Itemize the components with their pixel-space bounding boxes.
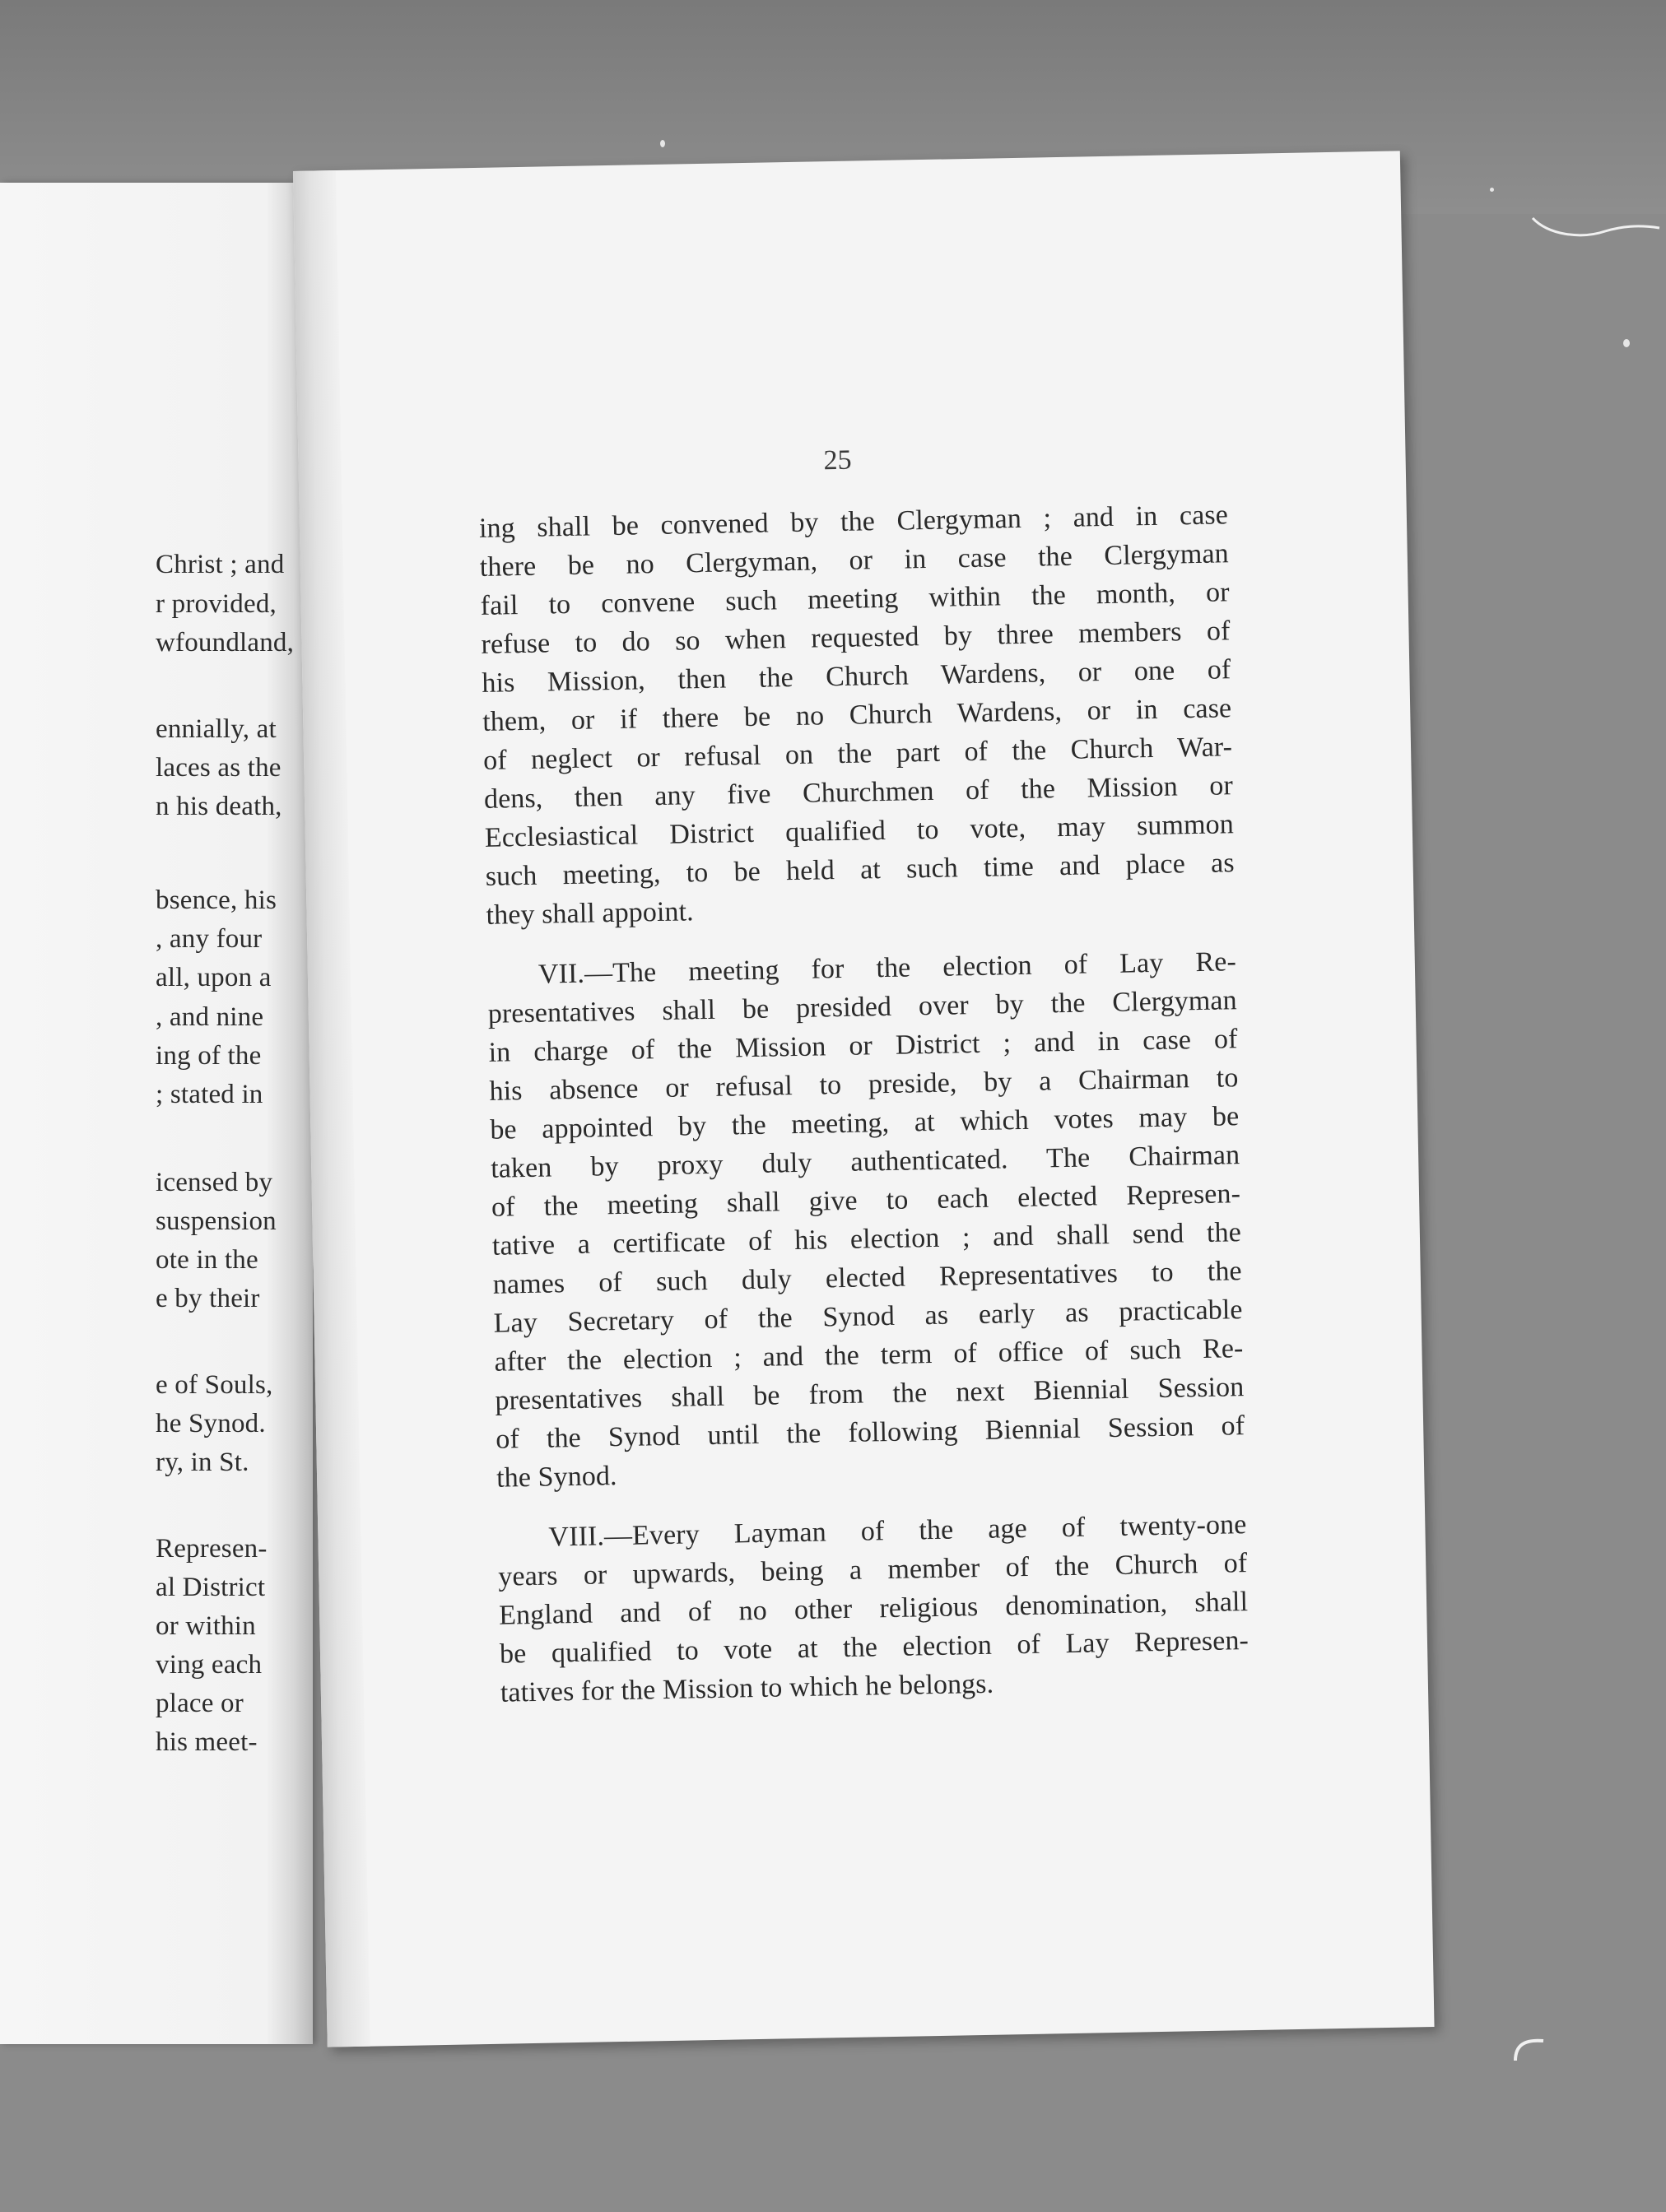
left-page-line: e by their: [156, 1284, 260, 1313]
left-page-line: bsence, his: [156, 885, 277, 915]
body-text-line: Lay Secretary of the Synod as early as practicable: [493, 1294, 1243, 1339]
body-text-line: there be no Clergyman, or in case the Clergyman: [479, 538, 1230, 583]
left-page-line: icensed by: [156, 1168, 273, 1197]
left-page-line: n his death,: [156, 792, 282, 821]
right-page: [293, 151, 1435, 2047]
left-page-line: he Synod.: [156, 1409, 266, 1438]
body-text-line: be qualified to vote at the election of Lay Represen-: [499, 1625, 1250, 1670]
body-text-line: presentatives shall be from the next Biennial Session: [495, 1372, 1245, 1416]
body-text-line: after the election ; and the term of office of such Re-: [494, 1333, 1244, 1378]
scan-mark: [1531, 210, 1663, 259]
body-text-line: such meeting, to be held at such time and place as: [485, 848, 1235, 892]
left-page-line: al District: [156, 1573, 266, 1602]
body-text-line: fail to convene such meeting within the month, or: [480, 577, 1230, 621]
left-page-line: ry, in St.: [156, 1448, 249, 1477]
left-page-line: e of Souls,: [156, 1370, 273, 1400]
left-page-line: all, upon a: [156, 963, 272, 992]
left-page-line: his meet-: [156, 1727, 258, 1757]
body-text-line: tative a certificate of his election ; and shall send the: [491, 1217, 1242, 1262]
body-text-line: refuse to do so when requested by three members of: [481, 616, 1231, 660]
left-page-line: ving each: [156, 1650, 263, 1680]
body-text-line: in charge of the Mission or District ; and in case of: [488, 1024, 1238, 1068]
body-text-line: them, or if there be no Church Wardens, or in case: [482, 693, 1232, 737]
left-page-line: or within: [156, 1611, 256, 1641]
body-text-line: names of such duly elected Representatives to the: [492, 1256, 1243, 1300]
left-page: [0, 183, 313, 2044]
left-page-line: ing of the: [156, 1041, 262, 1071]
body-text-line: years or upwards, being a member of the Church of: [498, 1548, 1248, 1592]
body-text-line: England and of no other religious denomination, shall: [498, 1587, 1249, 1631]
left-page-line: ; stated in: [156, 1080, 263, 1109]
body-text-line: dens, then any five Churchmen of the Mission or: [483, 770, 1234, 815]
body-text-line: tatives for the Mission to which he belongs.: [500, 1668, 994, 1708]
body-text-line: ing shall be convened by the Clergyman ; and in case: [478, 500, 1229, 544]
left-page-line: suspension: [156, 1206, 277, 1236]
body-text-line: of the meeting shall give to each elected Represen-: [491, 1178, 1241, 1223]
body-text-line: of neglect or refusal on the part of the Church War-: [482, 732, 1233, 776]
body-text-line: VII.—The meeting for the election of Lay Re-: [537, 946, 1237, 990]
body-text-line: VIII.—Every Layman of the age of twenty-one: [548, 1509, 1247, 1553]
left-page-line: , and nine: [156, 1002, 264, 1032]
left-page-line: laces as the: [156, 753, 282, 783]
scan-mark: [1510, 2033, 1560, 2066]
body-text-line: taken by proxy duly authenticated. The Chairman: [490, 1140, 1240, 1184]
left-page-line: wfoundland,: [156, 628, 295, 658]
left-page-line: place or: [156, 1689, 244, 1718]
body-text-line: presentatives shall be presided over by the Clergyman: [487, 985, 1237, 1029]
body-text-line: of the Synod until the following Biennial Session of: [495, 1410, 1245, 1455]
page-number: 25: [823, 444, 852, 476]
left-page-line: ote in the: [156, 1245, 258, 1275]
left-page-line: Christ ; and: [156, 550, 285, 579]
left-page-line: ennially, at: [156, 714, 277, 744]
left-page-line: , any four: [156, 924, 263, 954]
left-page-line: Represen-: [156, 1534, 268, 1564]
body-text-line: they shall appoint.: [486, 896, 695, 931]
body-text-line: be appointed by the meeting, at which votes may be: [490, 1101, 1240, 1146]
body-text-line: his Mission, then the Church Wardens, or one of: [482, 654, 1231, 699]
left-page-line: r provided,: [156, 589, 277, 619]
body-text-line: the Synod.: [496, 1461, 617, 1494]
body-text-line: Ecclesiastical District qualified to vote, may summon: [484, 809, 1235, 853]
body-text-line: his absence or refusal to preside, by a Chairman to: [489, 1062, 1239, 1107]
